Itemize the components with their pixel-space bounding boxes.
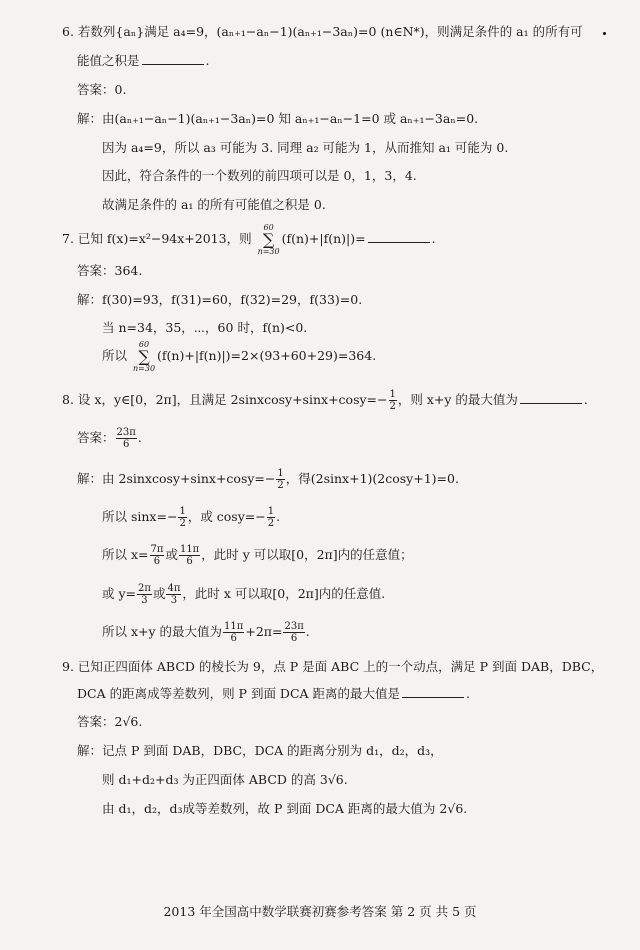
- answer-blank: [520, 392, 582, 404]
- fraction-7pi-6: $\frac{7\pi}{6}$: [150, 544, 164, 567]
- page-footer: 2013 年全国高中数学联赛初赛参考答案 第 2 页 共 5 页: [163, 904, 477, 919]
- problem-9-solution-2: 则 d₁+d₂+d₃ 为正四面体 ABCD 的高 3√6.: [102, 772, 348, 787]
- problem-7-solution-3: [102, 339, 376, 373]
- summation-symbol: 60 ∑ n=30: [133, 340, 156, 373]
- problem-7-number: 7.: [62, 231, 74, 246]
- solution-text: +2π=: [245, 624, 283, 639]
- problem-8-solution-3: 所以 x= $\frac{7\pi}{6}$ 或 $\frac{11\pi}{6}$ ，此时 y 可以取[0，2π]内的任意值；: [102, 544, 413, 567]
- problem-9-stem-line-1: [62, 659, 603, 675]
- problem-7-stem-b: (f(n)+|f(n)|)=: [281, 231, 366, 246]
- problem-8-stem-b: ，则 x+y 的最大值为: [397, 392, 518, 407]
- problem-9-solution-3: 由 d₁，d₂，d₃成等差数列，故 P 到面 DCA 距离的最大值为 2√6.: [102, 801, 468, 816]
- problem-6-stem-line-2: 能值之积是 .: [77, 53, 210, 68]
- fraction-2pi-3: $\frac{2\pi}{3}$: [138, 583, 151, 606]
- problem-9-answer: 答案：2√6.: [77, 714, 143, 729]
- problem-6-solution-2: 因为 a₄=9，所以 a₃ 可能为 3. 同理 a₂ 可能为 1，从而推知 a₁ 可能为 0.: [102, 140, 509, 155]
- solution-text: ，此时 x 可以取[0，2π]内的任意值.: [182, 586, 386, 601]
- answer-blank: [368, 231, 430, 243]
- problem-8-answer: 答案： $\frac{23\pi}{6}$ .: [77, 427, 142, 450]
- problem-6-number: 6.: [62, 24, 74, 39]
- problem-6-solution-3: 因此，符合条件的一个数列的前四项可以是 0，1，3，4.: [102, 168, 417, 183]
- solution-text: 所以 x=: [102, 547, 149, 562]
- solution-text: 由 2sinxcosy+sinx+cosy=−: [102, 471, 276, 486]
- fraction-one-half: $\frac{1}{2}$: [277, 468, 284, 491]
- answer-blank: [402, 686, 464, 698]
- problem-8-number: 8.: [62, 392, 74, 407]
- stray-dot: [603, 32, 606, 35]
- problem-7-solution-2: 当 n=34，35，⋯，60 时，f(n)<0.: [102, 320, 308, 335]
- fraction-one-half: $\frac{1}{2}$: [179, 506, 186, 529]
- problem-8-stem: 8. 设 x，y∈[0，2π]，且满足 2sinxcosy+sinx+cosy=− $\frac{1}{2}$ ，则 x+y 的最大值为 .: [62, 389, 588, 412]
- problem-8-solution-1: [77, 465, 459, 493]
- fraction-one-half: $\frac{1}{2}$: [389, 389, 396, 412]
- problem-6-answer: 答案：0.: [77, 82, 127, 97]
- solution-text: 由(aₙ₊₁−aₙ−1)(aₙ₊₁−3aₙ)=0 知 aₙ₊₁−aₙ−1=0 或 aₙ₊₁−3aₙ=0.: [102, 111, 479, 126]
- problem-7-answer: 答案：364.: [77, 263, 143, 278]
- problem-6-solution-1: [77, 111, 478, 127]
- solution-text: ，得(2sinx+1)(2cosy+1)=0.: [285, 471, 459, 486]
- sum-lower-limit: n=30: [133, 364, 156, 373]
- summation-symbol: 60 ∑ n=30: [257, 223, 280, 256]
- problem-9-stem-2: DCA 的距离成等差数列，则 P 到面 DCA 距离的最大值是: [77, 686, 401, 701]
- problem-7-stem: 7. 已知 f(x)=x²−94x+2013，则 60 ∑ n=30 (f(n)+|f(n)|)= .: [62, 223, 436, 256]
- answer-fraction: $\frac{23\pi}{6}$: [116, 427, 136, 450]
- fraction-4pi-3: $\frac{4\pi}{3}$: [167, 583, 181, 606]
- problem-9-stem-line-2: DCA 的距离成等差数列，则 P 到面 DCA 距离的最大值是 .: [77, 686, 470, 701]
- solution-text: 所以 x+y 的最大值为: [102, 624, 223, 639]
- solution-text: 或 y=: [102, 586, 137, 601]
- fraction-11pi-6: $\frac{11\pi}{6}$: [179, 544, 200, 567]
- fraction-one-half: $\frac{1}{2}$: [267, 506, 275, 529]
- solution-text: 所以 sinx=−: [102, 509, 178, 524]
- problem-7-solution-1: [77, 292, 362, 308]
- solution-text: f(30)=93，f(31)=60，f(32)=29，f(33)=0.: [102, 292, 363, 307]
- sum-lower-limit: n=30: [257, 247, 280, 256]
- problem-8-solution-5: 所以 x+y 的最大值为 $\frac{11\pi}{6}$ +2π= $\frac{23\pi}{6}$ .: [102, 621, 310, 644]
- solution-text: 所以: [102, 348, 128, 363]
- problem-9-number: 9.: [62, 659, 74, 674]
- solution-text: 记点 P 到面 DAB，DBC，DCA 的距离分别为 d₁，d₂，d₃，: [102, 743, 443, 758]
- answer-label: 答案：: [77, 430, 115, 445]
- answer-blank: [142, 53, 204, 65]
- problem-9-stem-1: 已知正四面体 ABCD 的棱长为 9，点 P 是面 ABC 上的一个动点，满足 P 到面 DAB，DBC，: [77, 659, 604, 674]
- problem-9-solution-1: [77, 743, 443, 759]
- sum-upper-limit: 60: [138, 340, 150, 349]
- problem-6-solution-4: 故满足条件的 a₁ 的所有可能值之积是 0.: [102, 197, 326, 212]
- solution-text: (f(n)+|f(n)|)=2×(93+60+29)=364.: [157, 348, 377, 363]
- solution-text: ，此时 y 可以取[0，2π]内的任意值；: [201, 547, 413, 562]
- fraction-11pi-6: $\frac{11\pi}{6}$: [224, 621, 244, 644]
- solution-label: 解：: [77, 743, 103, 758]
- problem-7-stem-a: 已知 f(x)=x²−94x+2013，则: [77, 231, 252, 246]
- solution-label: 解：: [77, 111, 103, 126]
- problem-6-stem-2: 能值之积是: [77, 53, 140, 68]
- solution-label: 解：: [77, 471, 103, 486]
- problem-8-solution-4: 或 y= $\frac{2\pi}{3}$ 或 $\frac{4\pi}{3}$ ，此时 x 可以取[0，2π]内的任意值.: [102, 583, 386, 606]
- solution-text: ，或 cosy=−: [187, 509, 266, 524]
- sum-upper-limit: 60: [263, 223, 274, 232]
- fraction-23pi-6: $\frac{23\pi}{6}$: [284, 621, 304, 644]
- solution-label: 解：: [77, 292, 103, 307]
- problem-6-stem-line-1: [62, 24, 583, 40]
- problem-6-stem-1: 若数列{aₙ}满足 a₄=9，(aₙ₊₁−aₙ−1)(aₙ₊₁−3aₙ)=0 (n∈N*)，则满足条件的 a₁ 的所有可: [77, 24, 583, 39]
- problem-8-stem-a: 设 x，y∈[0，2π]，且满足 2sinxcosy+sinx+cosy=−: [77, 392, 388, 407]
- problem-8-solution-2: 所以 sinx=− $\frac{1}{2}$ ，或 cosy=− $\frac{1}{2}$ .: [102, 506, 281, 529]
